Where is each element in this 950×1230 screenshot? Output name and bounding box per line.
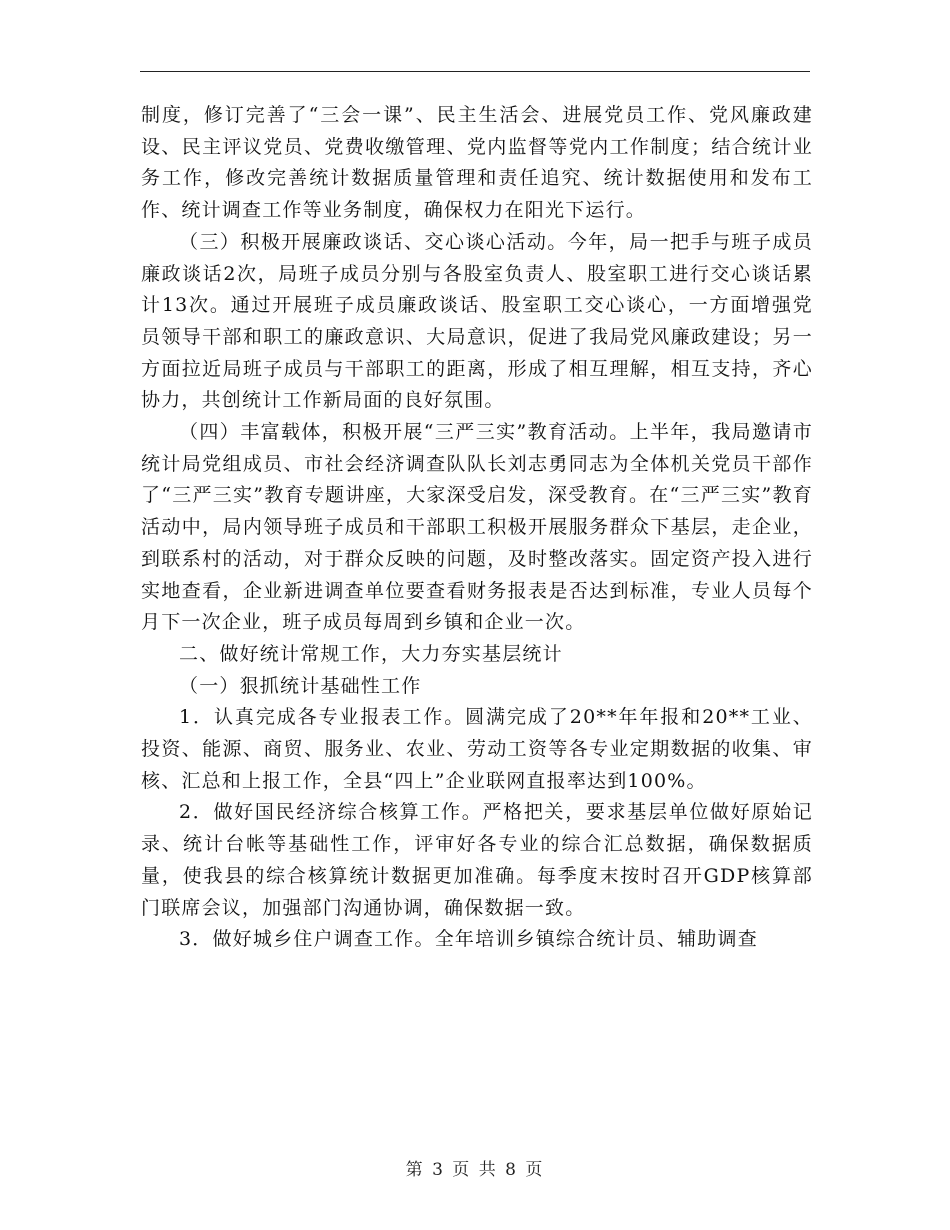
paragraph-item-2-accounting: 2．做好国民经济综合核算工作。严格把关，要求基层单位做好原始记录、统计台帐等基础性工作，评审好各专业的综合汇总数据，确保数据质量，使我县的综合核算统计数据更加准确。每季度末按时召开GDP核算部门联席会议，加强部门沟通协调，确保数据一致。 [141, 801, 813, 919]
header-rule [140, 71, 810, 72]
paragraph-integrity-talks: （三）积极开展廉政谈话、交心谈心活动。今年，局一把手与班子成员廉政谈话2次，局班子成员分别与各股室负责人、股室职工进行交心谈话累计13次。通过开展班子成员廉政谈话、股室职工交心谈心，一方面增强党员领导干部和职工的廉政意识、大局意识，促进了我局党风廉政建设；另一方面拉近局班子成员与干部职工的距离，形成了相互理解，相互支持，齐心协力，共创统计工作新局面的良好氛围。 [141, 230, 813, 412]
paragraph-item-1-reports: 1．认真完成各专业报表工作。圆满完成了20**年年报和20**工业、投资、能源、商贸、服务业、农业、劳动工资等各专业定期数据的收集、审核、汇总和上报工作，全县“四上”企业联网直报率达到100%。 [141, 706, 813, 792]
page-number-footer: 第 3 页 共 8 页 [405, 1160, 545, 1180]
section-heading-routine-statistics: 二、做好统计常规工作，大力夯实基层统计 [179, 642, 563, 665]
document-body [141, 100, 813, 956]
paragraph-item-3-household-survey: 3．做好城乡住户调查工作。全年培训乡镇综合统计员、辅助调查 [179, 928, 758, 951]
paragraph-institutional-rules: 制度，修订完善了“三会一课”、民主生活会、进展党员工作、党风廉政建设、民主评议党员、党费收缴管理、党内监督等党内工作制度；结合统计业务工作，修改完善统计数据质量管理和责任追究、统计数据使用和发布工作、统计调查工作等业务制度，确保权力在阳光下运行。 [141, 104, 813, 222]
subsection-heading-foundation-work: （一）狠抓统计基础性工作 [179, 674, 422, 697]
paragraph-three-stricts-education: （四）丰富载体，积极开展“三严三实”教育活动。上半年，我局邀请市统计局党组成员、市社会经济调查队队长刘志勇同志为全体机关党员干部作了“三严三实”教育专题讲座，大家深受启发，深受教育。在“三严三实”教育活动中，局内领导班子成员和干部职工积极开展服务群众下基层，走企业，到联系村的活动，对于群众反映的问题，及时整改落实。固定资产投入进行实地查看，企业新进调查单位要查看财务报表是否达到标准，专业人员每个月下一次企业，班子成员每周到乡镇和企业一次。 [141, 421, 813, 634]
